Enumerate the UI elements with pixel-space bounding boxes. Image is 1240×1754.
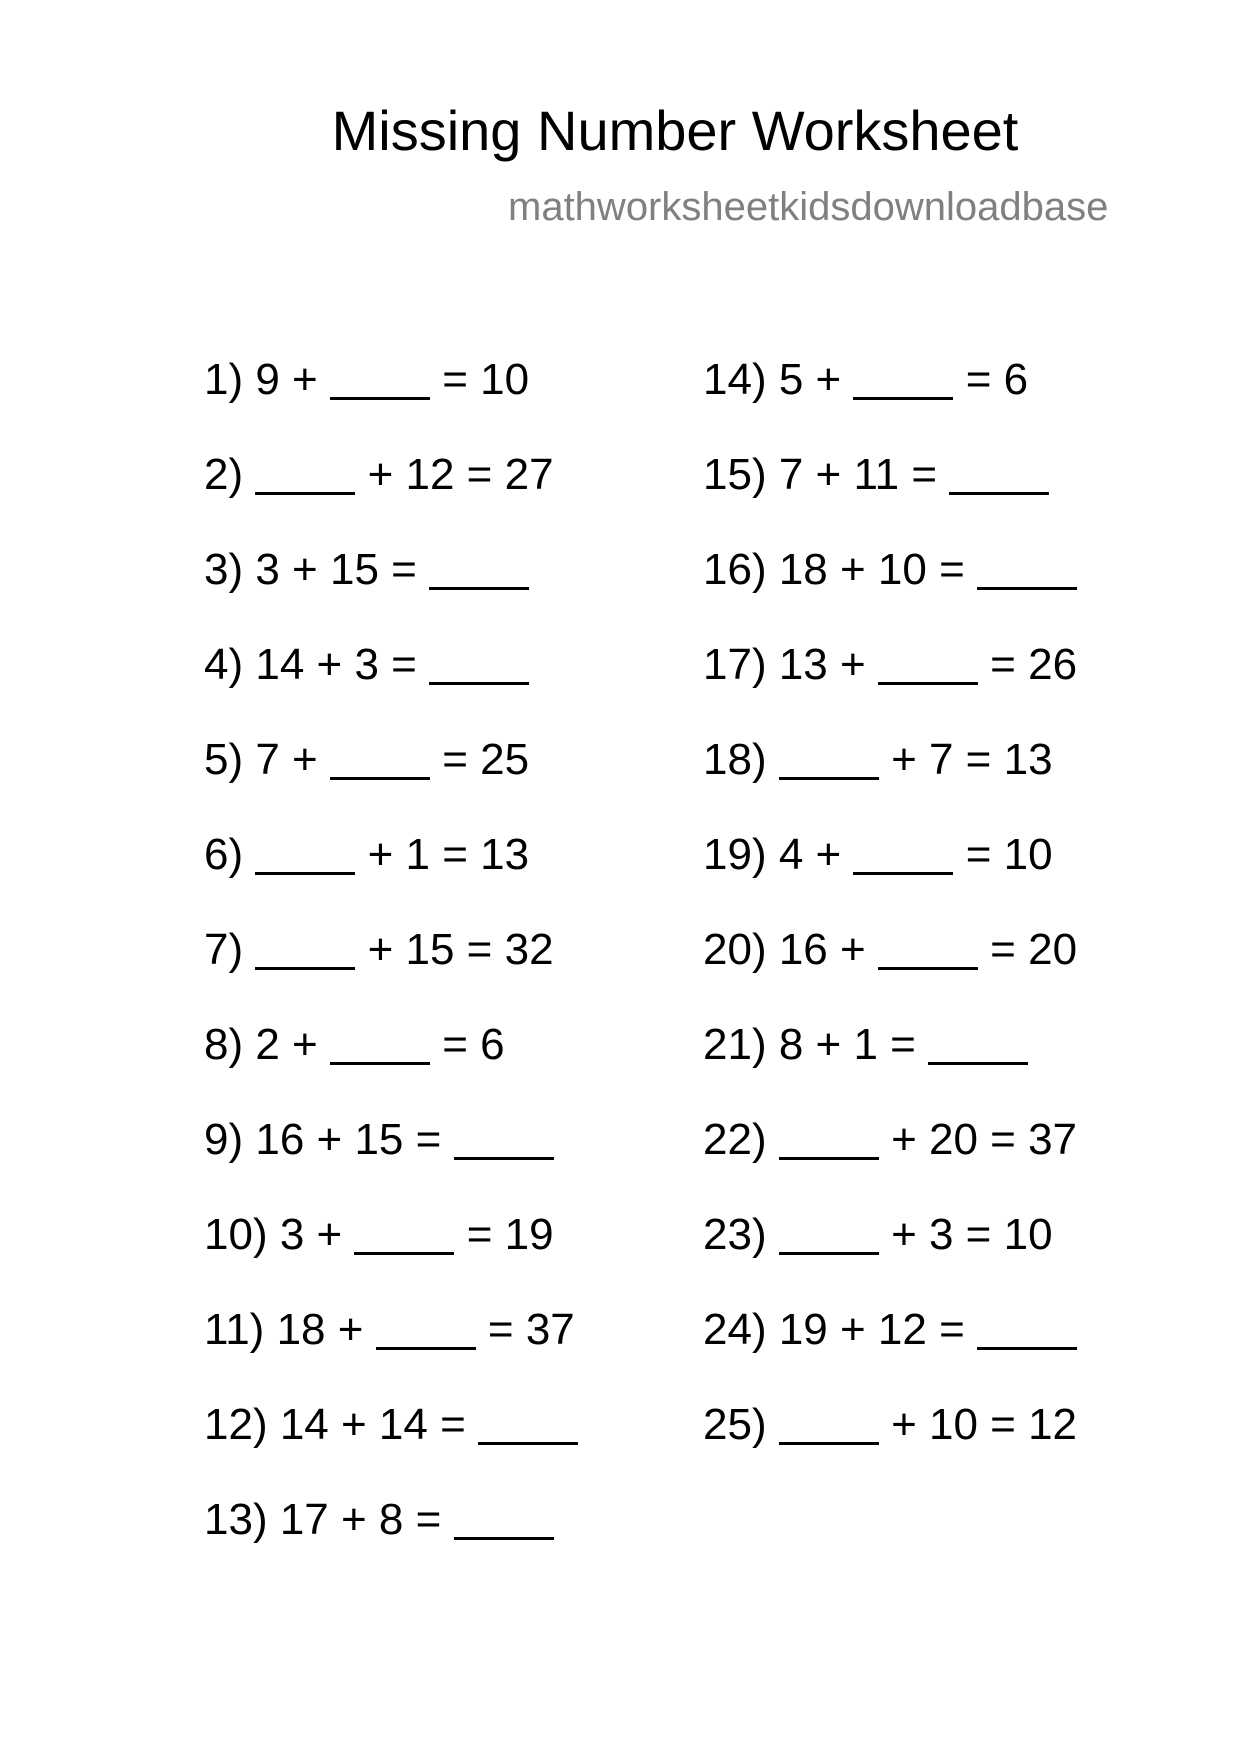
problem-number: 7) — [204, 925, 244, 974]
problem-item — [703, 1210, 1053, 1260]
answer-blank[interactable] — [878, 931, 978, 970]
problem-rhs: = 26 — [990, 640, 1078, 689]
problem-rhs: + 7 = 13 — [891, 735, 1053, 784]
problem-lhs: 2 + — [255, 1020, 318, 1069]
problem-number: 23) — [703, 1210, 767, 1259]
problem-lhs: 9 + — [255, 355, 318, 404]
problem-item — [204, 1210, 554, 1260]
problem-rhs: + 1 = 13 — [367, 830, 530, 879]
problem-lhs: 8 + 1 = — [778, 1020, 916, 1069]
answer-blank[interactable] — [330, 1026, 430, 1065]
answer-blank[interactable] — [853, 361, 953, 400]
problem-item — [204, 830, 529, 880]
problem-rhs: + 20 = 37 — [891, 1115, 1078, 1164]
answer-blank[interactable] — [454, 1501, 554, 1540]
answer-blank[interactable] — [478, 1406, 578, 1445]
problem-number: 1) — [204, 355, 244, 404]
problem-rhs: = 6 — [442, 1020, 505, 1069]
problem-item — [703, 450, 1049, 500]
problem-lhs: 18 + 10 = — [778, 545, 965, 594]
problem-item — [204, 355, 529, 405]
problem-item — [204, 925, 554, 975]
problem-item — [703, 925, 1077, 975]
problem-lhs: 14 + 3 = — [255, 640, 417, 689]
problem-item — [204, 1305, 575, 1355]
problem-number: 6) — [204, 830, 244, 879]
problem-lhs: 16 + — [778, 925, 866, 974]
problem-item — [204, 640, 529, 690]
problem-item — [703, 640, 1077, 690]
problem-number: 11) — [204, 1305, 265, 1354]
problem-item — [204, 1020, 505, 1070]
problem-lhs: 16 + 15 = — [255, 1115, 442, 1164]
problem-number: 21) — [703, 1020, 767, 1069]
problem-rhs: + 3 = 10 — [891, 1210, 1053, 1259]
problem-lhs: 4 + — [778, 830, 842, 879]
problem-number: 18) — [703, 735, 767, 784]
answer-blank[interactable] — [928, 1026, 1028, 1065]
worksheet-subtitle: mathworksheetkidsdownloadbase — [508, 185, 1109, 229]
problem-rhs: = 37 — [487, 1305, 575, 1354]
problem-item — [703, 545, 1077, 595]
problem-number: 14) — [703, 355, 767, 404]
answer-blank[interactable] — [330, 741, 430, 780]
problem-rhs: = 6 — [965, 355, 1029, 404]
problem-lhs: 7 + 11 = — [778, 450, 938, 499]
answer-blank[interactable] — [255, 456, 355, 495]
problem-number: 16) — [703, 545, 767, 594]
answer-blank[interactable] — [255, 931, 355, 970]
problem-rhs: + 15 = 32 — [367, 925, 554, 974]
answer-blank[interactable] — [949, 456, 1049, 495]
problem-item — [703, 1305, 1077, 1355]
problem-number: 2) — [204, 450, 244, 499]
problem-number: 20) — [703, 925, 767, 974]
problem-lhs: 7 + — [255, 735, 318, 784]
problem-rhs: + 10 = 12 — [891, 1400, 1078, 1449]
problem-lhs: 14 + 14 = — [279, 1400, 466, 1449]
problem-item — [204, 545, 529, 595]
worksheet-title: Missing Number Worksheet — [331, 99, 1019, 162]
problem-number: 4) — [204, 640, 244, 689]
problem-lhs: 19 + 12 = — [778, 1305, 965, 1354]
problem-lhs: 5 + — [778, 355, 842, 404]
answer-blank[interactable] — [779, 1406, 879, 1445]
problem-item — [703, 1115, 1077, 1165]
problem-number: 13) — [204, 1495, 268, 1544]
problem-number: 5) — [204, 735, 244, 784]
answer-blank[interactable] — [878, 646, 978, 685]
answer-blank[interactable] — [853, 836, 953, 875]
problem-item — [703, 355, 1028, 405]
problem-item — [204, 1115, 554, 1165]
answer-blank[interactable] — [330, 361, 430, 400]
problem-lhs: 17 + 8 = — [279, 1495, 442, 1544]
problem-item — [703, 735, 1053, 785]
problem-rhs: = 10 — [442, 355, 530, 404]
problem-rhs: = 10 — [965, 830, 1053, 879]
problem-rhs: + 12 = 27 — [367, 450, 554, 499]
problem-number: 10) — [204, 1210, 268, 1259]
answer-blank[interactable] — [454, 1121, 554, 1160]
problem-rhs: = 20 — [990, 925, 1078, 974]
answer-blank[interactable] — [376, 1311, 476, 1350]
answer-blank[interactable] — [977, 1311, 1077, 1350]
answer-blank[interactable] — [255, 836, 355, 875]
problem-rhs: = 19 — [466, 1210, 554, 1259]
answer-blank[interactable] — [977, 551, 1077, 590]
problem-number: 19) — [703, 830, 767, 879]
problem-item — [703, 1400, 1077, 1450]
problem-item — [204, 1495, 554, 1545]
problem-number: 24) — [703, 1305, 767, 1354]
answer-blank[interactable] — [779, 741, 879, 780]
problem-number: 8) — [204, 1020, 244, 1069]
problem-lhs: 13 + — [778, 640, 866, 689]
problem-item — [703, 1020, 1028, 1070]
problem-item — [703, 830, 1053, 880]
problem-number: 12) — [204, 1400, 268, 1449]
answer-blank[interactable] — [779, 1216, 879, 1255]
problem-number: 3) — [204, 545, 244, 594]
problem-number: 22) — [703, 1115, 767, 1164]
problem-number: 15) — [703, 450, 767, 499]
problem-item — [204, 450, 554, 500]
answer-blank[interactable] — [429, 646, 529, 685]
problem-number: 17) — [703, 640, 767, 689]
answer-blank[interactable] — [354, 1216, 454, 1255]
problem-rhs: = 25 — [442, 735, 530, 784]
problem-lhs: 18 + — [276, 1305, 364, 1354]
problem-item — [204, 1400, 578, 1450]
problem-number: 25) — [703, 1400, 767, 1449]
answer-blank[interactable] — [779, 1121, 879, 1160]
answer-blank[interactable] — [429, 551, 529, 590]
problem-item — [204, 735, 529, 785]
problem-lhs: 3 + 15 = — [255, 545, 417, 594]
problem-lhs: 3 + — [279, 1210, 343, 1259]
problem-number: 9) — [204, 1115, 244, 1164]
